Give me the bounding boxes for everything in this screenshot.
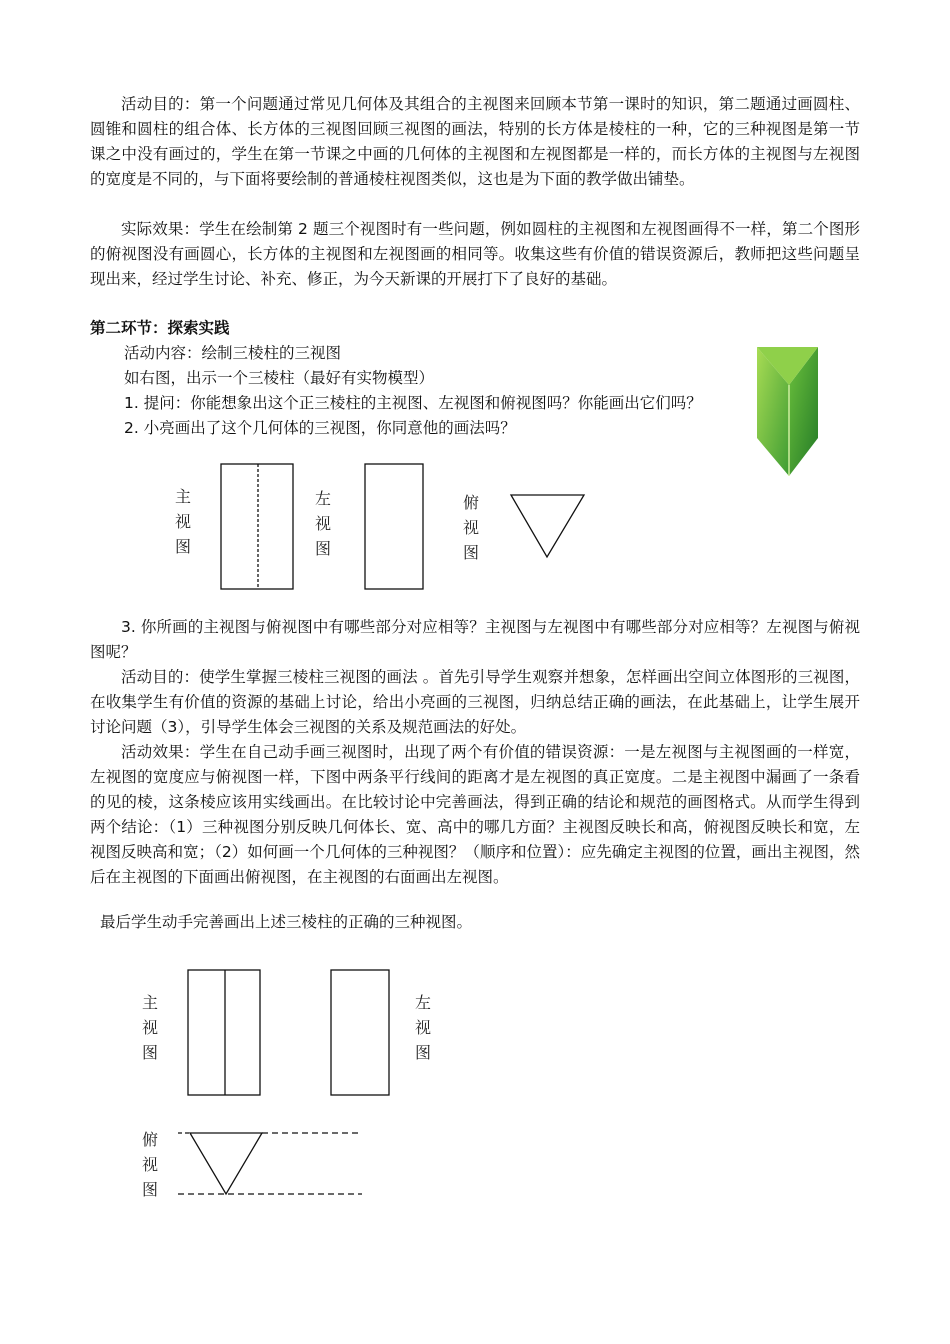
section-heading: 第二环节：探索实践	[90, 319, 230, 337]
question-1: 1. 提问：你能想象出这个正三棱柱的主视图、左视图和俯视图吗？你能画出它们吗？	[124, 394, 702, 412]
diagram1-top-view	[511, 495, 584, 557]
diagram2-left-label: 左 视 图	[414, 993, 431, 1062]
diagram2-top-label: 俯 视 图	[141, 1130, 158, 1199]
diagram1-front-view	[221, 464, 293, 589]
question-3: 3. 你所画的主视图与俯视图中有哪些部分对应相等？主视图与左视图中有哪些部分对应相等？左视图与俯视图呢？	[90, 618, 860, 661]
diagram1-top-label: 俯 视 图	[462, 493, 479, 562]
paragraph-activity-goal: 活动目的：使学生掌握三棱柱三视图的画法 。首先引导学生观察并想象，怎样画出空间立体图形的三视图，在收集学生有价值的资源的基础上讨论，给出小亮画的三视图，归纳总结正确的画法，在此基础上，让学生展开讨论问题（3），引导学生体会三视图的关系及规范画法的好处。	[90, 668, 860, 736]
diagram2-top-view	[178, 1133, 362, 1194]
diagram1-left-view	[365, 464, 423, 589]
triangular-prism-image	[757, 347, 818, 476]
final-line: 最后学生动手完善画出上述三棱柱的正确的三种视图。	[100, 913, 473, 931]
diagram1-front-label: 主 视 图	[174, 487, 191, 556]
paragraph-actual-effect: 实际效果：学生在绘制第 2 题三个视图时有一些问题，例如圆柱的主视图和左视图画得不一样，第二个图形的俯视图没有画圆心，长方体的主视图和左视图画的相同等。收集这些有价值的错误资源后，教师把这些问题呈现出来，经过学生讨论、补充、修正，为今天新课的开展打下了良好的基础。	[90, 220, 860, 288]
paragraph-activity-effect: 活动效果：学生在自己动手画三视图时，出现了两个有价值的错误资源：一是左视图与主视图画的一样宽，左视图的宽度应与俯视图一样，下图中两条平行线间的距离才是左视图的真正宽度。二是主视图中漏画了一条看的见的棱，这条棱应该用实线画出。在比较讨论中完善画法，得到正确的结论和规范的画图格式。从而学生得到两个结论：（1）三种视图分别反映几何体长、宽、高中的哪几方面？主视图反映长和高，俯视图反映长和宽，左视图反映高和宽；（2）如何画一个几何体的三种视图？（顺序和位置）：应先确定主视图的位置，画出主视图，然后在主视图的下面画出俯视图，在主视图的右面画出左视图。	[90, 743, 860, 886]
paragraph-activity-purpose-1: 活动目的：第一个问题通过常见几何体及其组合的主视图来回顾本节第一课时的知识，第二题通过画圆柱、圆锥和圆柱的组合体、长方体的三视图回顾三视图的画法，特别的长方体是棱柱的一种，它的三种视图是第一节课之中没有画过的，学生在第一节课之中画的几何体的主视图和左视图都是一样的，而长方体的主视图与左视图的宽度是不同的，与下面将要绘制的普通棱柱视图类似，这也是为下面的教学做出铺垫。	[90, 95, 860, 188]
diagram2-front-label: 主 视 图	[141, 993, 158, 1062]
diagram2-left-view	[331, 970, 389, 1095]
diagram2-front-view	[188, 970, 260, 1095]
question-2: 2. 小亮画出了这个几何体的三视图，你同意他的画法吗？	[124, 419, 516, 437]
diagram1-left-label: 左 视 图	[314, 489, 331, 558]
show-prism-line: 如右图，出示一个三棱柱（最好有实物模型）	[124, 369, 435, 387]
activity-content: 活动内容：绘制三棱柱的三视图	[124, 344, 342, 362]
